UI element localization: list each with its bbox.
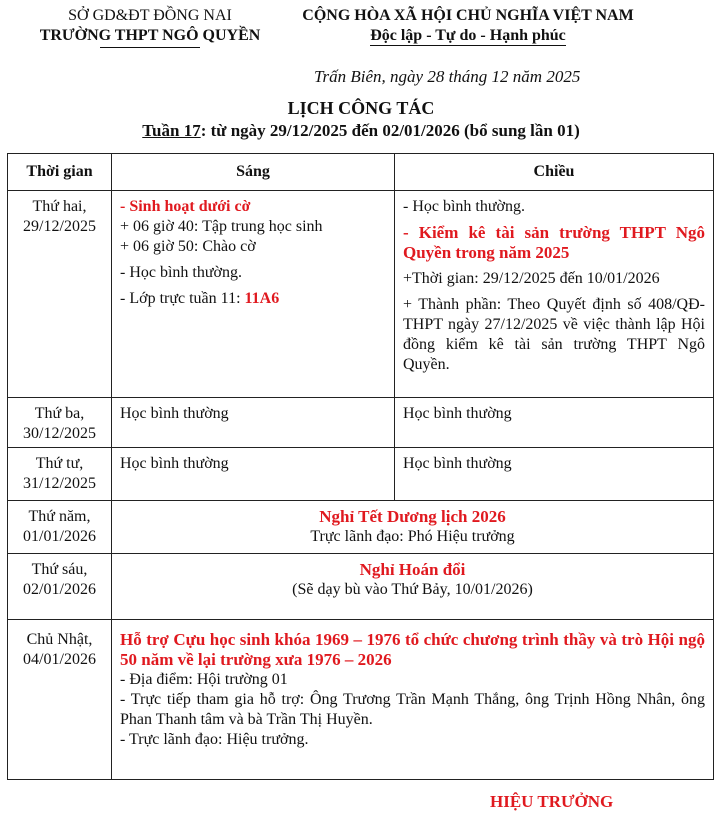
day-cell xyxy=(8,448,112,501)
day-date: 31/12/2025 xyxy=(23,475,96,492)
signer-title: HIỆU TRƯỞNG xyxy=(490,792,614,811)
national-motto: Độc lập - Tự do - Hạnh phúc xyxy=(370,27,566,44)
table-row xyxy=(8,501,714,554)
day-cell xyxy=(8,554,112,620)
header-morning: Sáng xyxy=(112,154,395,191)
day-name: Thứ tư, xyxy=(35,455,84,472)
dateline: Trấn Biên, ngày 28 tháng 12 năm 2025 xyxy=(314,67,581,86)
holiday-cell xyxy=(112,501,714,554)
day-cell xyxy=(8,620,112,780)
event-title: Hỗ trợ Cựu học sinh khóa 1969 – 1976 tổ chức chương trình thầy và trò Hội ngộ 50 năm về lại trường xưa 1976 – 2026 xyxy=(120,630,705,669)
department-name: SỞ GD&ĐT ĐỒNG NAI xyxy=(68,7,232,24)
morning-cell xyxy=(112,191,395,398)
duty-label: - Lớp trực tuần 11: xyxy=(120,290,245,307)
day-name: Thứ hai, xyxy=(32,198,87,215)
header-time: Thời gian xyxy=(8,154,112,191)
school-underline xyxy=(100,47,200,48)
event-support: - Trực tiếp tham gia hỗ trợ: Ông Trương Trần Mạnh Thắng, ông Trịnh Hồng Nhân, ông Phan Thanh tâm và bà Trần Thị Huyền. xyxy=(120,691,705,728)
duty-class: 11A6 xyxy=(244,290,280,307)
table-row xyxy=(8,554,714,620)
week-label: Tuần 17 xyxy=(142,121,201,140)
table-row xyxy=(8,620,714,780)
afternoon-cell xyxy=(395,191,714,398)
schedule-line: + 06 giờ 40: Tập trung học sinh xyxy=(120,218,323,235)
event-location: - Địa điểm: Hội trường 01 xyxy=(120,671,288,688)
day-name: Thứ năm, xyxy=(28,508,91,525)
holiday-note: Trực lãnh đạo: Phó Hiệu trưởng xyxy=(310,528,515,545)
holiday-note: (Sẽ dạy bù vào Thứ Bảy, 10/01/2026) xyxy=(292,581,533,598)
flag-ceremony: - Sinh hoạt dưới cờ xyxy=(120,198,251,215)
school-name: TRƯỜNG THPT NGÔ QUYỀN xyxy=(39,27,261,44)
holiday-title: Nghỉ Hoán đổi xyxy=(359,560,466,579)
day-name: Thứ sáu, xyxy=(31,561,88,578)
schedule-line: + 06 giờ 50: Chào cờ xyxy=(120,238,256,255)
day-date: 30/12/2025 xyxy=(23,425,96,442)
schedule-table xyxy=(7,153,714,780)
day-date: 04/01/2026 xyxy=(23,651,96,668)
table-row xyxy=(8,448,714,501)
week-range xyxy=(0,121,722,141)
day-name: Thứ ba, xyxy=(34,405,85,422)
schedule-line: + Thành phần: Theo Quyết định số 408/QĐ-THPT ngày 27/12/2025 về việc thành lập Hội đồng kiểm kê tài sản trường THPT Ngô Quyền. xyxy=(403,296,705,373)
schedule-line: - Học bình thường. xyxy=(120,264,243,281)
duty-class-line xyxy=(120,289,386,309)
national-header xyxy=(278,6,658,46)
day-date: 01/01/2026 xyxy=(23,528,96,545)
event-cell xyxy=(112,620,714,780)
morning-cell: Học bình thường xyxy=(112,398,395,448)
holiday-title: Nghỉ Tết Dương lịch 2026 xyxy=(319,507,506,526)
table-row xyxy=(8,398,714,448)
day-date: 29/12/2025 xyxy=(23,218,96,235)
day-cell xyxy=(8,501,112,554)
republic-name: CỘNG HÒA XÃ HỘI CHỦ NGHĨA VIỆT NAM xyxy=(302,7,634,24)
day-date: 02/01/2026 xyxy=(23,581,96,598)
document-title: LỊCH CÔNG TÁC xyxy=(287,98,435,118)
day-cell xyxy=(8,398,112,448)
table-row xyxy=(8,191,714,398)
issuer-block xyxy=(20,6,280,48)
afternoon-cell: Học bình thường xyxy=(395,398,714,448)
header-afternoon: Chiều xyxy=(395,154,714,191)
day-cell xyxy=(8,191,112,398)
day-name: Chủ Nhật, xyxy=(26,631,93,648)
afternoon-cell: Học bình thường xyxy=(395,448,714,501)
event-leader: - Trực lãnh đạo: Hiệu trưởng. xyxy=(120,731,309,748)
week-dates: : từ ngày 29/12/2025 đến 02/01/2026 (bổ sung lần 01) xyxy=(200,121,580,140)
table-header-row xyxy=(8,154,714,191)
schedule-line: +Thời gian: 29/12/2025 đến 10/01/2026 xyxy=(403,270,660,287)
holiday-cell xyxy=(112,554,714,620)
inventory-task: - Kiểm kê tài sản trường THPT Ngô Quyền trong năm 2025 xyxy=(403,223,705,262)
schedule-line: - Học bình thường. xyxy=(403,198,526,215)
morning-cell: Học bình thường xyxy=(112,448,395,501)
